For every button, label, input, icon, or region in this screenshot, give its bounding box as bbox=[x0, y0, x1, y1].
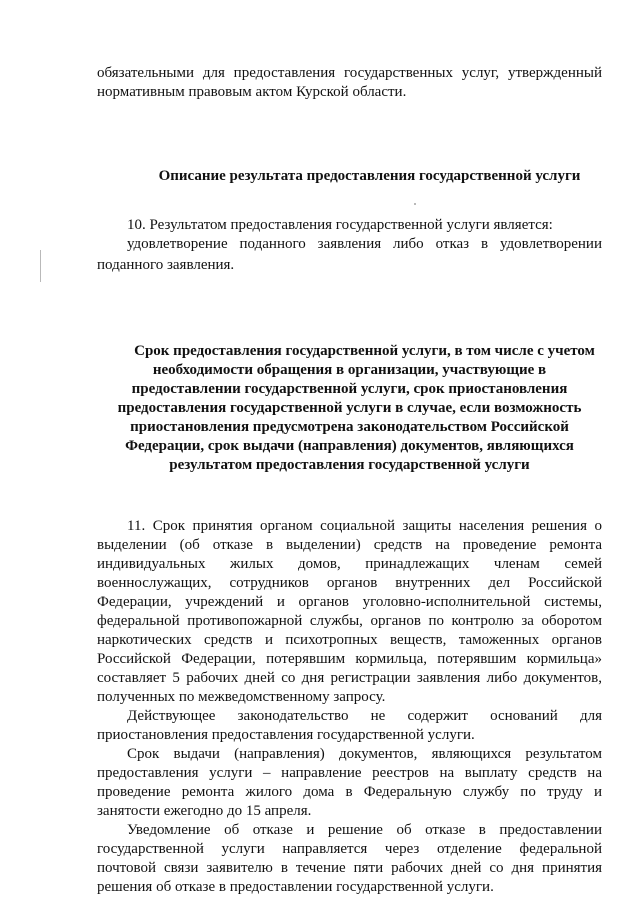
notice-line: государственной услуги направляется через отделение федеральной bbox=[97, 841, 602, 857]
section-heading-term: Федерации, срок выдачи (направления) документов, являющихся bbox=[125, 438, 574, 454]
notice-line: Уведомление об отказе и решение об отказе в предоставлении bbox=[127, 822, 602, 838]
p11-line: составляет 5 рабочих дней со дня регистрации заявления либо документов, bbox=[97, 670, 602, 686]
p11-line: Федерации, учреждений и органов уголовно-исполнительной системы, bbox=[97, 594, 602, 610]
p11-line: наркотических средств и психотропных веществ, таможенных органов bbox=[97, 632, 602, 648]
scan-mark-margin bbox=[40, 250, 41, 282]
section-heading-term: предоставления государственной услуги в случае, если возможность bbox=[117, 400, 582, 416]
result-line: удовлетворение поданного заявления либо отказ в удовлетворении bbox=[127, 236, 602, 252]
intro-line: обязательными для предоставления государственных услуг, утвержденный bbox=[97, 65, 602, 81]
notice-line: решения об отказе в предоставлении государственной услуги. bbox=[97, 879, 494, 895]
p11-line: 11. Срок принятия органом социальной защиты населения решения о bbox=[127, 518, 602, 534]
section-heading-term: Срок предоставления государственной услуги, в том числе с учетом bbox=[134, 343, 595, 359]
p11-line: выделении (об отказе в выделении) средств на проведение ремонта bbox=[97, 537, 602, 553]
intro-line: нормативным правовым актом Курской области. bbox=[97, 84, 407, 100]
legislation-line: Действующее законодательство не содержит оснований для bbox=[127, 708, 602, 724]
p11-line: индивидуальных жилых домов, принадлежащих членам семей bbox=[97, 556, 602, 572]
p11-line: военнослужащих, сотрудников органов внутренних дел Российской bbox=[97, 575, 602, 591]
section-heading-result: Описание результата предоставления государственной услуги bbox=[158, 168, 581, 184]
p11-line: Российской Федерации, потерявшим кормильца, потерявшим кормильца» bbox=[97, 651, 602, 667]
section-heading-term: необходимости обращения в организации, участвующие в bbox=[152, 362, 547, 378]
result-line: 10. Результатом предоставления государственной услуги является: bbox=[127, 217, 553, 233]
section-heading-term: предоставлении государственной услуги, срок приостановления bbox=[131, 381, 568, 397]
issue-line: занятости ежегодно до 15 апреля. bbox=[97, 803, 312, 819]
section-heading-term: результатом предоставления государственной услуги bbox=[169, 457, 530, 473]
section-heading-term: приостановления предусмотрена законодательством Российской bbox=[130, 419, 569, 435]
notice-line: почтовой связи заявителю в течение пяти рабочих дней со дня принятия bbox=[97, 860, 602, 876]
legislation-line: приостановления предоставления государственной услуги. bbox=[97, 727, 475, 743]
p11-line: полученных по межведомственному запросу. bbox=[97, 689, 386, 705]
scan-mark-dot bbox=[414, 203, 416, 205]
issue-line: Срок выдачи (направления) документов, являющихся результатом bbox=[127, 746, 602, 762]
issue-line: проведение ремонта жилого дома в Федеральную службу по труду и bbox=[97, 784, 602, 800]
result-line: поданного заявления. bbox=[97, 257, 235, 273]
p11-line: федеральной противопожарной службы, органов по контролю за оборотом bbox=[97, 613, 602, 629]
issue-line: предоставления услуги – направление реестров на выплату средств на bbox=[97, 765, 602, 781]
